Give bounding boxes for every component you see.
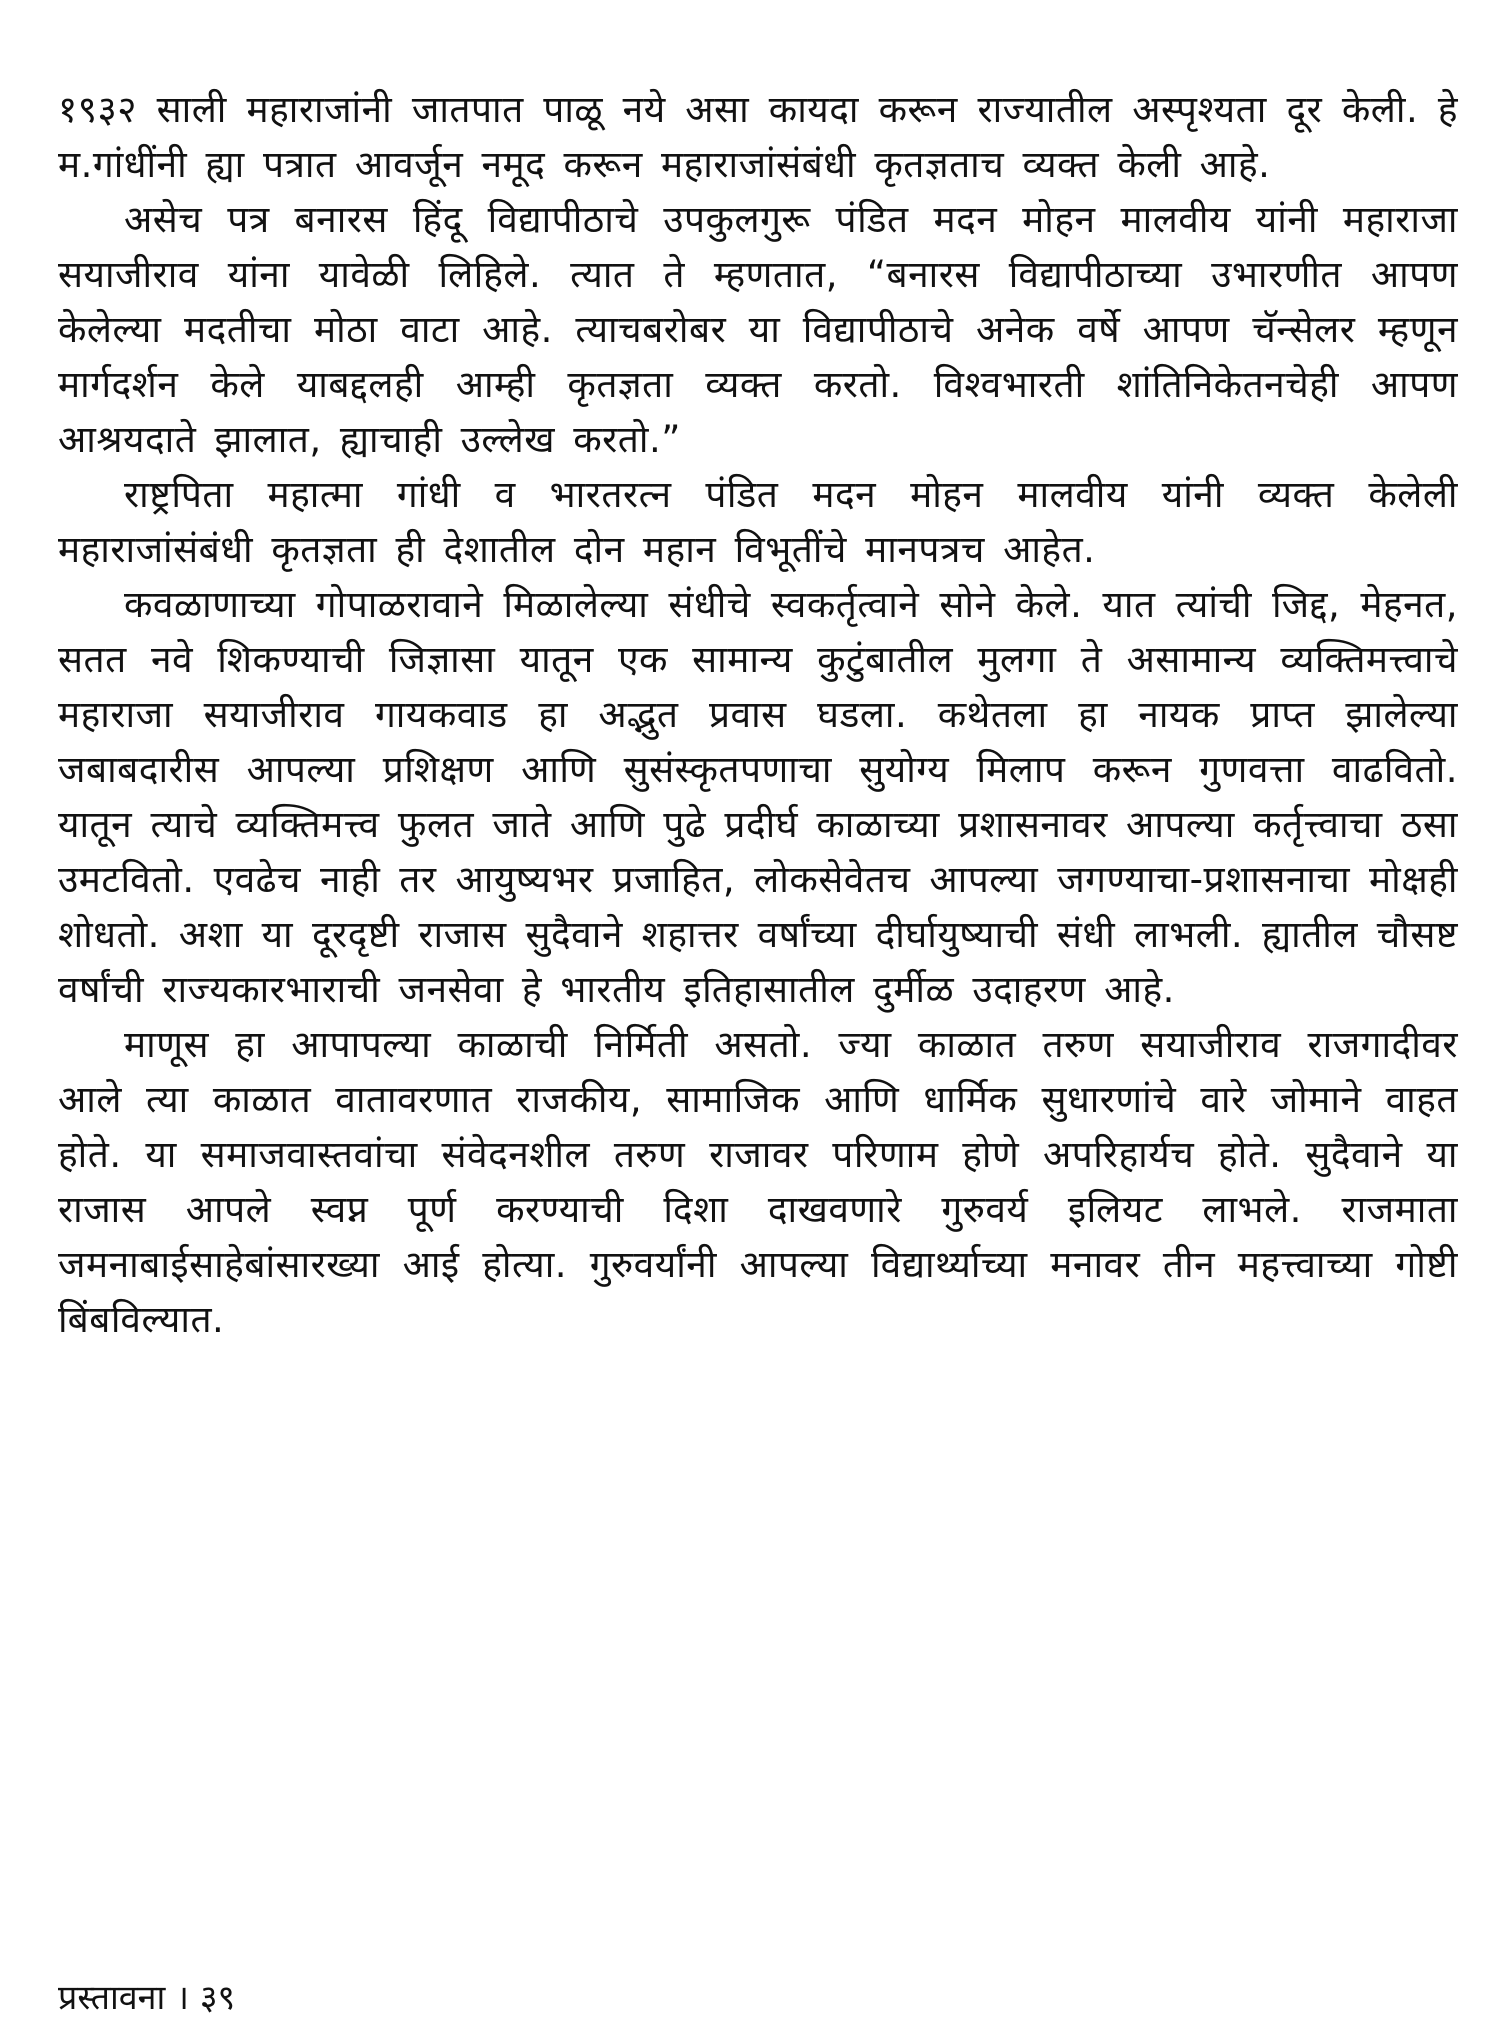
paragraph-4: कवळाणाच्या गोपाळरावाने मिळालेल्या संधीचे स्वकर्तृत्वाने सोने केले. यात त्यांची जिद्द, मेहनत, सतत नवे शिकण्याची जिज्ञासा यातून एक सामान्य कुटुंबातील मुलगा ते असामान्य व्यक्तिमत्त्वाचे महाराजा सयाजीराव गायकवाड हा अद्भुत प्रवास घडला. कथेतला हा नायक प्राप्त झालेल्या जबाबदारीस आपल्या प्रशिक्षण आणि सुसंस्कृतपणाचा सुयोग्य मिलाप करून गुणवत्ता वाढवितो. यातून त्याचे व्यक्तिमत्त्व फुलत जाते आणि पुढे प्रदीर्घ काळाच्या प्रशासनावर आपल्या कर्तृत्त्वाचा ठसा उमटवितो. एवढेच नाही तर आयुष्यभर प्रजाहित, लोकसेवेतच आपल्या जगण्याचा-प्रशासनाचा मोक्षही शोधतो. अशा या दूरदृष्टी राजास सुदैवाने शहात्तर वर्षांच्या दीर्घायुष्याची संधी लाभली. ह्यातील चौसष्ट वर्षांची राज्यकारभाराची जनसेवा हे भारतीय इतिहासातील दुर्मीळ उदाहरण आहे. [58,583,1458,1011]
paragraph-3: राष्ट्रपिता महात्मा गांधी व भारतरत्न पंडित मदन मोहन मालवीय यांनी व्यक्त केलेली महाराजांसंबंधी कृतज्ञता ही देशातील दोन महान विभूतींचे मानपत्रच आहेत. [58,473,1458,571]
document-body [58,82,1458,1347]
paragraph-2: असेच पत्र बनारस हिंदू विद्यापीठाचे उपकुलगुरू पंडित मदन मोहन मालवीय यांनी महाराजा सयाजीराव यांना यावेळी लिहिले. त्यात ते म्हणतात, “बनारस विद्यापीठाच्या उभारणीत आपण केलेल्या मदतीचा मोठा वाटा आहे. त्याचबरोबर या विद्यापीठाचे अनेक वर्षे आपण चॅन्सेलर म्हणून मार्गदर्शन केले याबद्दलही आम्ही कृतज्ञता व्यक्त करतो. विश्वभारती शांतिनिकेतनचेही आपण आश्रयदाते झालात, ह्याचाही उल्लेख करतो.” [58,198,1458,461]
paragraph-5: माणूस हा आपापल्या काळाची निर्मिती असतो. ज्या काळात तरुण सयाजीराव राजगादीवर आले त्या काळात वातावरणात राजकीय, सामाजिक आणि धार्मिक सुधारणांचे वारे जोमाने वाहत होते. या समाजवास्तवांचा संवेदनशील तरुण राजावर परिणाम होणे अपरिहार्यच होते. सुदैवाने या राजास आपले स्वप्न पूर्ण करण्याची दिशा दाखवणारे गुरुवर्य इलियट लाभले. राजमाता जमनाबाईसाहेबांसारख्या आई होत्या. गुरुवर्यांनी आपल्या विद्यार्थ्याच्या मनावर तीन महत्त्वाच्या गोष्टी बिंबविल्यात. [58,1023,1458,1341]
paragraph-1: १९३२ साली महाराजांनी जातपात पाळू नये असा कायदा करून राज्यातील अस्पृश्यता दूर केली. हे म.गांधींनी ह्या पत्रात आवर्जून नमूद करून महाराजांसंबंधी कृतज्ञताच व्यक्त केली आहे. [58,88,1458,186]
page-footer: प्रस्तावना । ३९ [58,1978,236,2018]
